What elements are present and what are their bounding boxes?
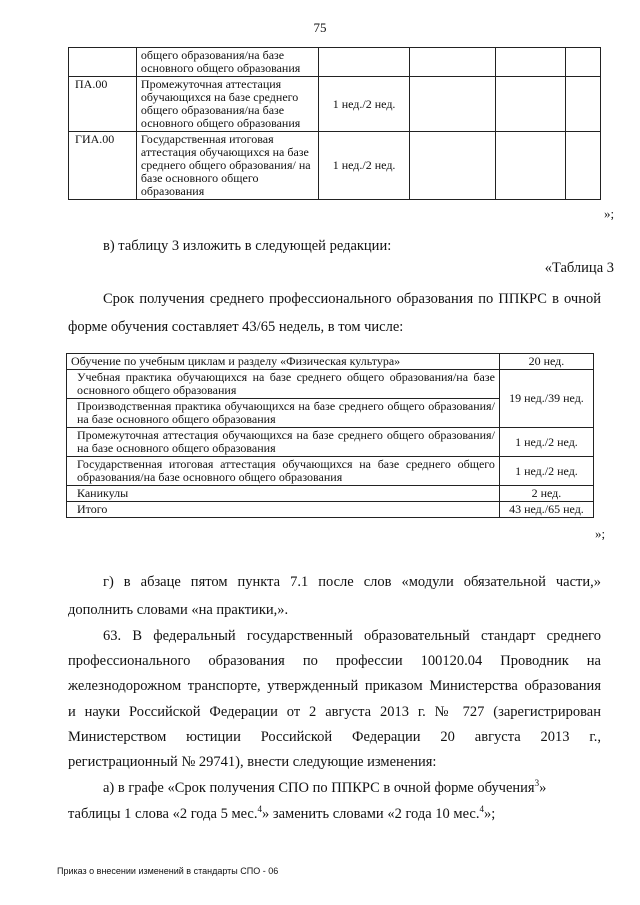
table-cell-value: [318, 48, 410, 77]
table-cell-value: 1 нед./2 нед.: [318, 77, 410, 132]
table-row: [67, 457, 594, 486]
table-cell-value: 2 нед.: [499, 486, 593, 502]
table-row: [69, 132, 601, 200]
footnote-ref: 4: [479, 804, 484, 815]
p63-line-1: 63. В федеральный государственный образовательный стандарт среднего: [103, 628, 601, 644]
item-a-text: а) в графе «Срок получения СПО по ППКРС в очной форме обучения: [103, 780, 535, 796]
table-cell-code: [69, 48, 137, 77]
table-cell-value: 1 нед./2 нед.: [499, 428, 593, 457]
table-cell-empty: [496, 48, 566, 77]
table-cell-code: ПА.00: [69, 77, 137, 132]
table-3: [66, 353, 594, 518]
table-cell-value: 20 нед.: [499, 354, 593, 370]
table-cell-label: Каникулы: [67, 486, 500, 502]
table-1-continuation: [68, 47, 601, 200]
table-cell-empty: [410, 48, 496, 77]
table-cell-value: 43 нед./65 нед.: [499, 502, 593, 518]
intro-line-2: форме обучения составляет 43/65 недель, в том числе:: [68, 319, 404, 335]
footnote-ref: 3: [534, 778, 540, 789]
table-row: [67, 486, 594, 502]
p63-line-6: регистрационный № 29741), внести следующие изменения:: [68, 754, 437, 770]
table-cell-label: Обучение по учебным циклам и разделу «Физическая культура»: [67, 354, 500, 370]
footnote-ref: 4: [257, 804, 262, 815]
table-cell-empty: [410, 77, 496, 132]
table-caption: «Таблица 3: [544, 260, 614, 276]
item-a-text: таблицы 1 слова «2 года 5 мес.: [68, 806, 258, 822]
table-cell-empty: [496, 132, 566, 200]
table-cell-value: 1 нед./2 нед.: [499, 457, 593, 486]
p63-line-4: и науки Российской Федерации от 2 августа 2013 г. № 727 (зарегистрирован: [68, 704, 601, 720]
item-g-line-1: г) в абзаце пятом пункта 7.1 после слов «модули обязательной части,»: [103, 574, 601, 590]
table-cell-label: Производственная практика обучающихся на базе среднего общего образования/на базе основного общего образования: [67, 399, 500, 428]
table-row: [67, 502, 594, 518]
table-cell-name: Государственная итоговая аттестация обучающихся на базе среднего общего образования/ на базе основного общего образования: [136, 132, 318, 200]
p63-line-5: Министерством юстиции Российской Федерации 20 августа 2013 г.,: [68, 729, 601, 745]
table-cell-empty: [410, 132, 496, 200]
quote-close-mark: »;: [595, 526, 606, 541]
table-cell-label: Государственная итоговая аттестация обучающихся на базе среднего общего образования/на базе основного общего образования: [67, 457, 500, 486]
item-v-text: в) таблицу 3 изложить в следующей редакции:: [103, 238, 392, 254]
p63-line-2: профессионального образования по профессии 100120.04 Проводник на: [68, 653, 601, 669]
table-row: [69, 77, 601, 132]
table-row: [67, 428, 594, 457]
table-cell-value: 1 нед./2 нед.: [318, 132, 410, 200]
table-cell-name: общего образования/на базе основного общего образования: [136, 48, 318, 77]
table-cell-label: Промежуточная аттестация обучающихся на базе среднего общего образования/на базе основного общего образования: [67, 428, 500, 457]
table-cell-empty: [566, 77, 601, 132]
item-g-line-2: дополнить словами «на практики,».: [68, 602, 289, 618]
intro-line-1: Срок получения среднего профессионального образования по ППКРС в очной: [103, 291, 601, 307]
table-cell-name: Промежуточная аттестация обучающихся на базе среднего общего образования/на базе основного общего образования: [136, 77, 318, 132]
item-a-text: »;: [483, 806, 496, 822]
quote-close-mark: »;: [604, 206, 615, 221]
item-a-text: »: [539, 780, 547, 796]
table-row: [67, 370, 594, 399]
item-a-line-1: [103, 774, 546, 802]
table-cell-code: ГИА.00: [69, 132, 137, 200]
table-cell-label: Учебная практика обучающихся на базе среднего общего образования/на базе основного общего образования: [67, 370, 500, 399]
page-footer: Приказ о внесении изменений в стандарты СПО - 06: [57, 866, 279, 876]
p63-line-3: железнодорожном транспорте, утвержденный приказом Министерства образования: [68, 678, 601, 694]
table-row: [69, 48, 601, 77]
table-cell-empty: [496, 77, 566, 132]
table-cell-label: Итого: [67, 502, 500, 518]
page-number: 75: [313, 20, 327, 35]
item-a-text: » заменить словами «2 года 10 мес.: [262, 806, 480, 822]
table-cell-empty: [566, 132, 601, 200]
table-cell-empty: [566, 48, 601, 77]
table-row: [67, 354, 594, 370]
item-a-line-2: [68, 800, 495, 828]
table-cell-value: 19 нед./39 нед.: [499, 370, 593, 428]
